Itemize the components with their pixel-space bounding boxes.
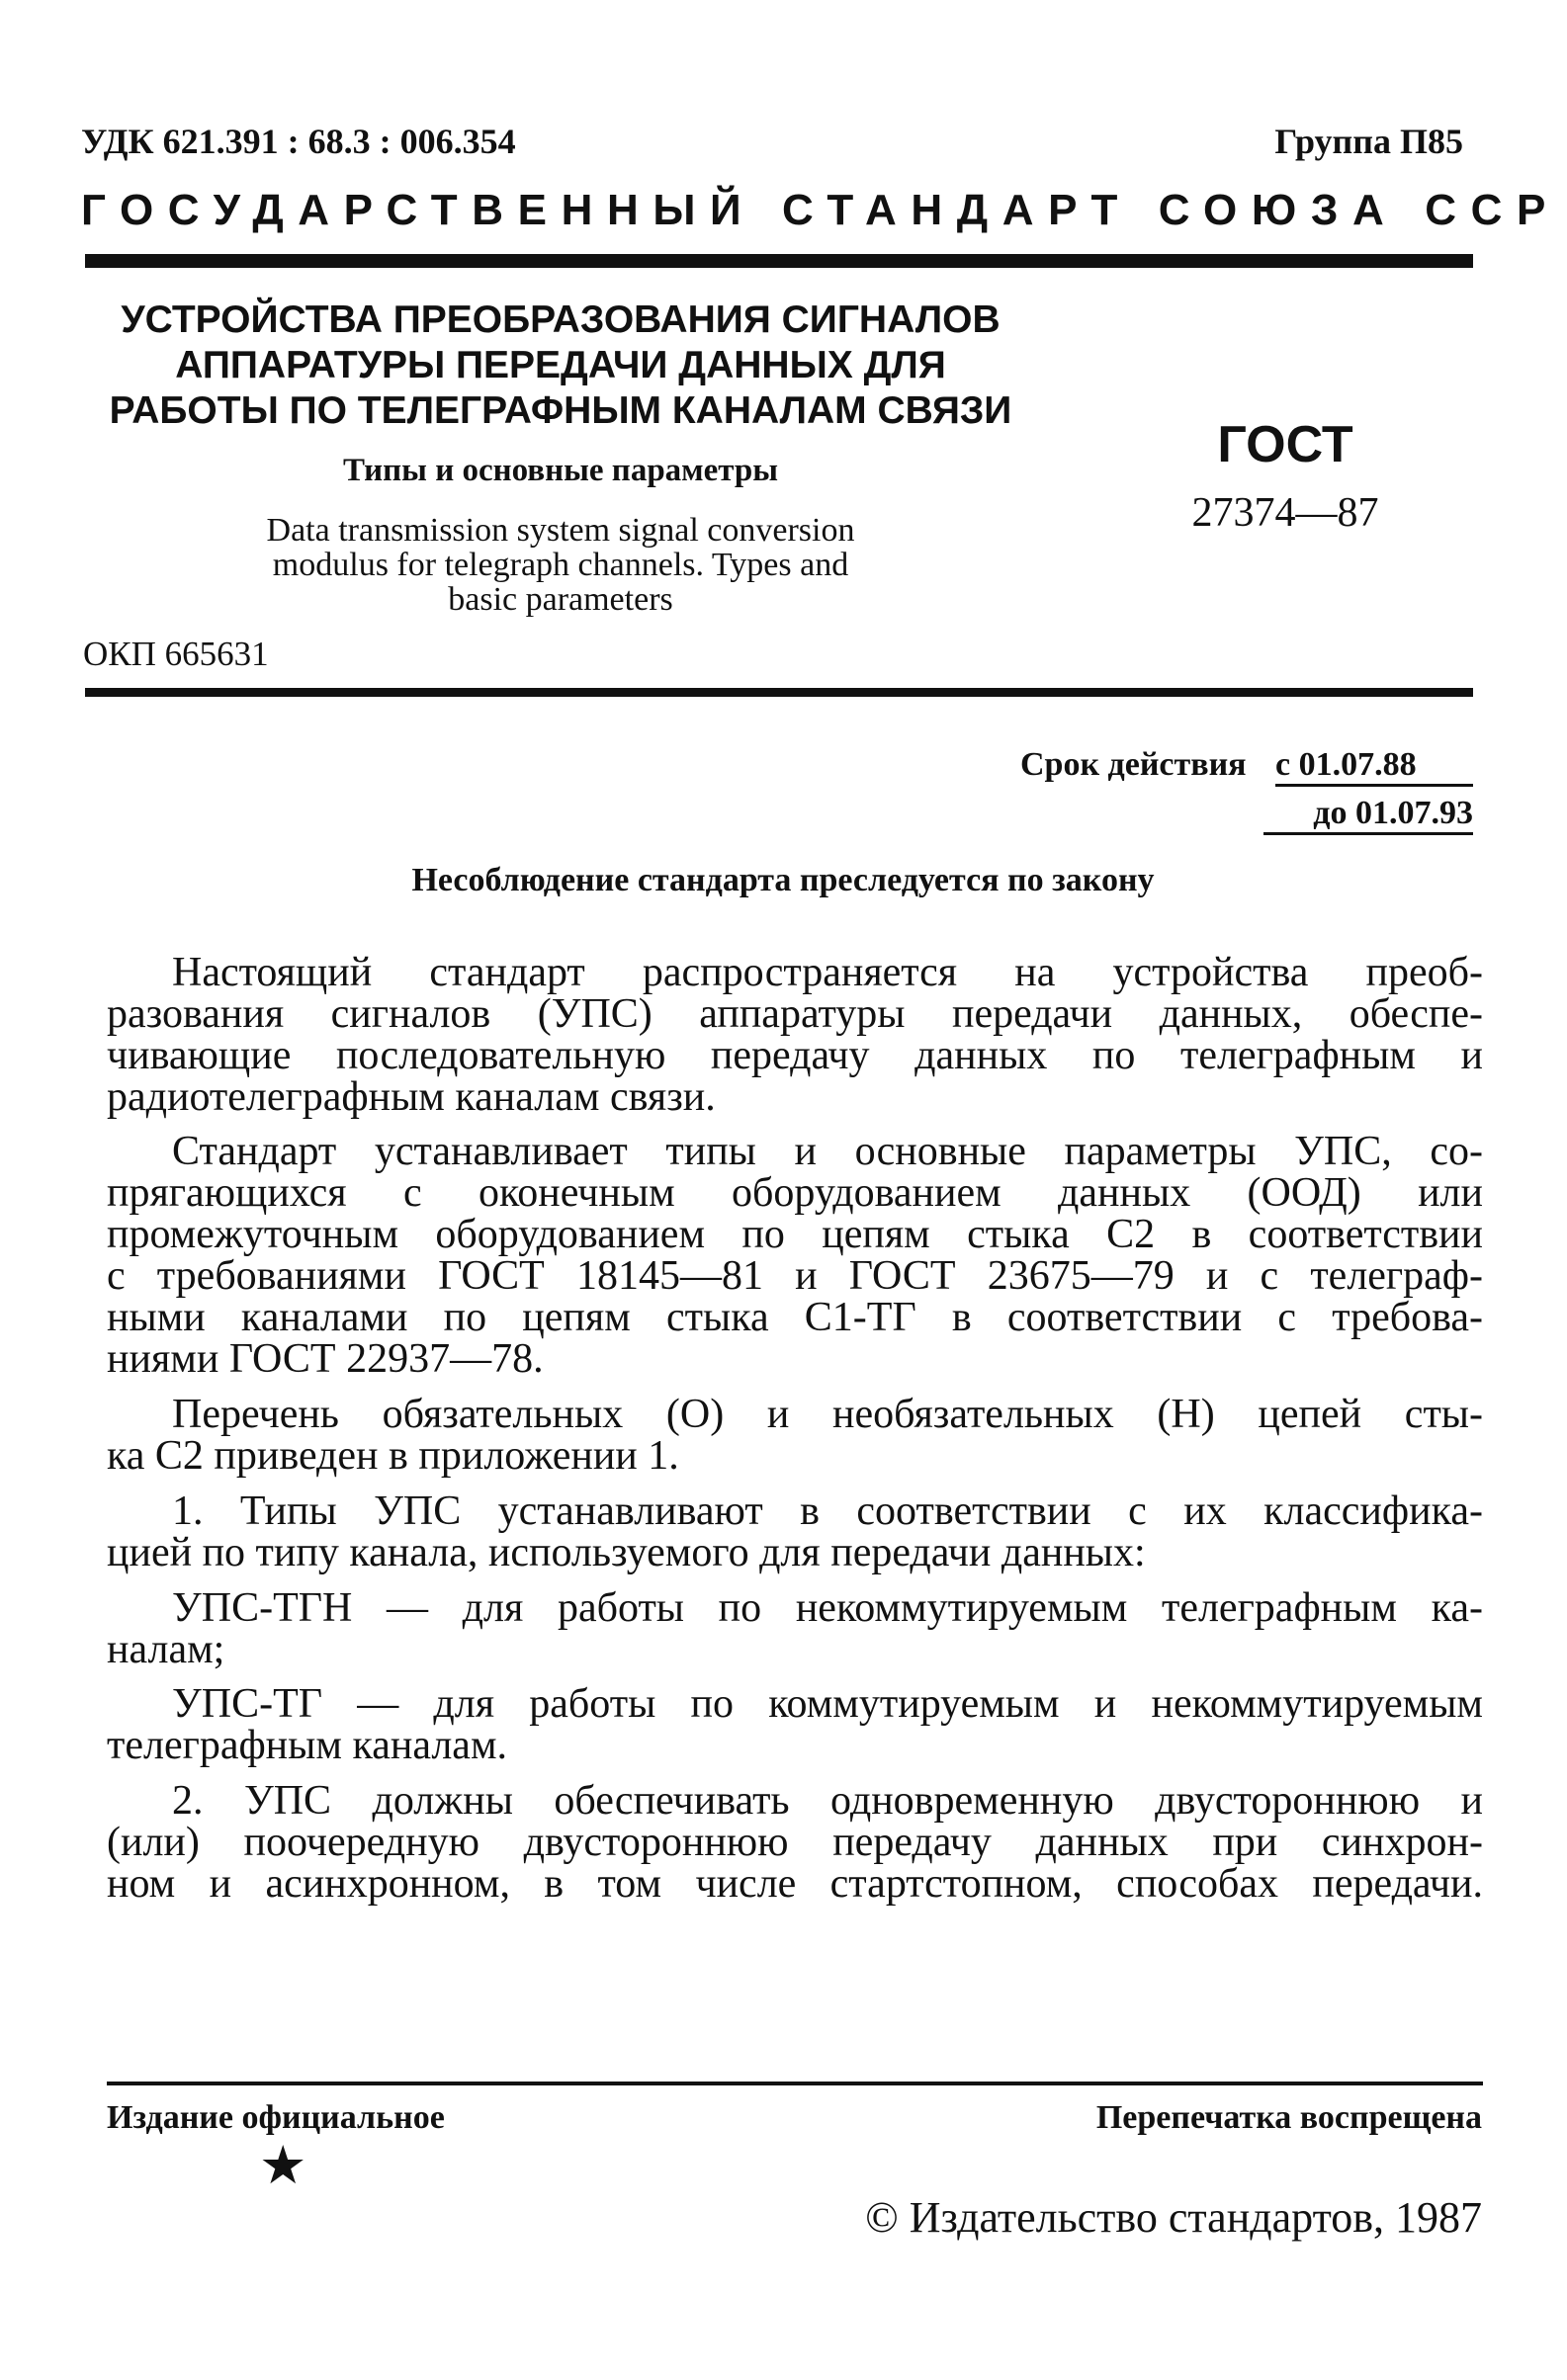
body-line: УПС-ТГ — для работы по коммутируемым и некоммутируемым [172, 1681, 1483, 1727]
publisher-note: © Издательство стандартов, 1987 [865, 2193, 1482, 2242]
body-line: ниями ГОСТ 22937—78. [107, 1336, 544, 1382]
law-notice: Несоблюдение стандарта преследуется по закону [411, 862, 1155, 898]
body-line: промежуточным оборудованием по цепям стыка С2 в соответствии [107, 1212, 1483, 1257]
udc-code: УДК 621.391 : 68.3 : 006.354 [81, 122, 516, 161]
body-line: Стандарт устанавливает типы и основные параметры УПС, со- [172, 1129, 1483, 1174]
body-line: с требованиями ГОСТ 18145—81 и ГОСТ 23675—79 и с телеграф- [107, 1253, 1483, 1299]
english-title-line: basic parameters [448, 581, 673, 618]
reprint-note: Перепечатка воспрещена [1095, 2099, 1482, 2136]
title-line: УСТРОЙСТВА ПРЕОБРАЗОВАНИЯ СИГНАЛОВ [121, 298, 1001, 341]
body-line: прягающихся с оконечным оборудованием данных (ООД) или [107, 1170, 1483, 1216]
body-line: УПС-ТГН — для работы по некоммутируемым телеграфным ка- [172, 1585, 1483, 1631]
body-line: Настоящий стандарт распространяется на устройства преоб- [172, 950, 1483, 995]
body-line: ными каналами по цепям стыка С1-ТГ в соответствии с требова- [107, 1295, 1483, 1340]
validity-to: до 01.07.93 [1263, 795, 1473, 835]
okp-code: ОКП 665631 [83, 635, 269, 673]
english-title-line: Data transmission system signal conversion [266, 512, 855, 549]
gost-number: 27374—87 [1191, 490, 1379, 536]
body-line: (или) поочередную двустороннюю передачу данных при синхрон- [107, 1820, 1483, 1865]
body-line: 1. Типы УПС устанавливают в соответствии с их классифика- [172, 1488, 1483, 1534]
state-standard-heading: ГОСУДАРСТВЕННЫЙ СТАНДАРТ СОЮЗА ССР [81, 186, 1560, 234]
footer-rule [107, 2082, 1483, 2085]
title-rule [85, 688, 1473, 697]
header-rule [85, 254, 1473, 268]
subtitle: Типы и основные параметры [342, 453, 779, 488]
body-line: ном и асинхронном, в том числе стартстопном, способах передачи. [107, 1861, 1483, 1907]
body-line: цией по типу канала, используемого для передачи данных: [107, 1530, 1146, 1575]
star-icon: ★ [259, 2136, 307, 2195]
title-line: АППАРАТУРЫ ПЕРЕДАЧИ ДАННЫХ ДЛЯ [175, 344, 946, 386]
group-code: Группа П85 [1274, 122, 1463, 161]
title-line: РАБОТЫ ПО ТЕЛЕГРАФНЫМ КАНАЛАМ СВЯЗИ [109, 389, 1012, 432]
gost-label: ГОСТ [1217, 416, 1353, 473]
body-line: ка С2 приведен в приложении 1. [107, 1433, 679, 1479]
edition-note: Издание официальное [107, 2099, 445, 2136]
body-line: налам; [107, 1627, 225, 1672]
validity-label: Срок действия [1020, 746, 1247, 783]
body-line: разования сигналов (УПС) аппаратуры передачи данных, обеспе- [107, 991, 1483, 1037]
body-line: Перечень обязательных (О) и необязательных (Н) цепей сты- [172, 1392, 1483, 1437]
body-line: 2. УПС должны обеспечивать одновременную двустороннюю и [172, 1778, 1483, 1824]
english-title-line: modulus for telegraph channels. Types and [272, 547, 849, 583]
body-line: радиотелеграфным каналам связи. [107, 1074, 716, 1120]
body-line: телеграфным каналам. [107, 1723, 508, 1768]
validity-from: с 01.07.88 [1275, 746, 1473, 787]
body-line: чивающие последовательную передачу данных по телеграфным и [107, 1033, 1483, 1078]
